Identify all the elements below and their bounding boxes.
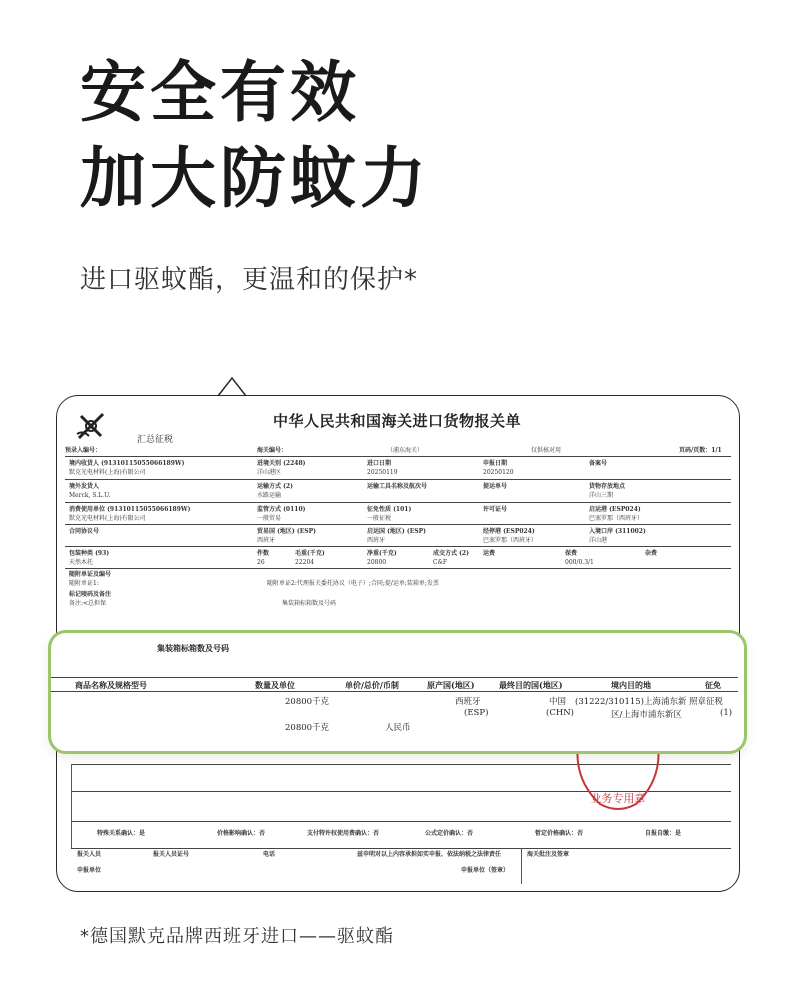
domestic-destination: (31222/310115)上海浦东新 <box>575 697 687 707</box>
marks-label: 标记唛码及备注 <box>69 591 112 598</box>
tax-value: 一般征税 <box>367 515 392 522</box>
tax-label: 征免性质 (101) <box>367 506 412 513</box>
table-rule <box>71 821 731 822</box>
domestic-destination-2: 区/上海市浦东新区 <box>611 710 682 720</box>
gross-weight-value: 22204 <box>295 559 315 566</box>
remark: 备注:<总担保 <box>69 600 107 607</box>
headline-line-1: 安全有效 <box>80 54 360 131</box>
declare-unit-sign: 申报单位（签章） <box>461 867 510 874</box>
table-rule <box>65 568 731 569</box>
contract-label: 合同协议号 <box>69 528 100 535</box>
self-pay: 自报自缴：是 <box>645 830 682 837</box>
transport-label: 运输方式 (2) <box>257 483 293 490</box>
table-rule <box>51 691 738 692</box>
col-domestic: 境内目的地 <box>611 680 651 690</box>
freight-label: 运费 <box>483 550 496 557</box>
user-label: 消费使用单位 (91310115055066189W) <box>69 506 191 513</box>
table-rule <box>71 791 731 792</box>
docs-1: 随附单证1: <box>69 580 99 587</box>
storage-label: 货物存放地点 <box>589 483 626 490</box>
table-rule <box>71 764 72 848</box>
user-value: 默克光电材料(上海)有限公司 <box>69 515 146 522</box>
table-rule <box>65 502 731 503</box>
quantity-2: 20800千克 <box>285 723 330 733</box>
via-port-value: 巴塞罗那（西班牙） <box>483 537 538 544</box>
deal-value: C&F <box>433 559 448 566</box>
docs-2: 随附单证2:代理报关委托协议（电子）;合同;提/运单;装箱单;发票 <box>267 580 439 587</box>
consignee-value: 默克光电材料(上海)有限公司 <box>69 469 146 476</box>
misc-fee-label: 杂费 <box>645 550 658 557</box>
entry-port-label: 入境口岸 (311002) <box>589 528 646 535</box>
pack-value: 天然木托 <box>69 559 94 566</box>
special-relation: 特殊关系确认：是 <box>97 830 146 837</box>
table-rule <box>65 524 731 525</box>
declare-date-label: 申报日期 <box>483 460 508 467</box>
entry-customs-value: 洋山港区 <box>257 469 282 476</box>
col-exemption: 征免 <box>705 680 721 690</box>
phone-label: 电话 <box>263 851 276 858</box>
destination-country: 中国 <box>549 697 567 707</box>
col-quantity: 数量及单位 <box>255 680 295 690</box>
col-price: 单价/总价/币制 <box>345 680 399 690</box>
storage-value: 洋山三期 <box>589 492 614 499</box>
container-note: 集装箱标箱数及号码 <box>282 600 337 607</box>
col-destination: 最终目的国(地区) <box>499 680 563 690</box>
trade-country-value: 西班牙 <box>257 537 276 544</box>
entry-port-value: 洋山港 <box>589 537 608 544</box>
summary-tax-label: 汇总征税 <box>137 435 174 445</box>
departure-country-label: 启运国 (地区) (ESP) <box>367 528 426 535</box>
statement: 兹申明对以上内容承担如实申报、依法纳税之法律责任 <box>357 851 502 858</box>
table-rule <box>521 848 522 884</box>
supervision-label: 监管方式 (0110) <box>257 506 306 513</box>
departure-country-value: 西班牙 <box>367 537 386 544</box>
pieces-label: 件数 <box>257 550 270 557</box>
license-label: 许可证号 <box>483 506 508 513</box>
gross-weight-label: 毛重(千克) <box>295 550 325 557</box>
net-weight-label: 净重(千克) <box>367 550 397 557</box>
price-influence: 价格影响确认：否 <box>217 830 266 837</box>
table-rule <box>71 764 731 765</box>
supervision-value: 一般贸易 <box>257 515 282 522</box>
table-rule <box>71 848 731 849</box>
seal-text: 业务专用章 <box>590 792 646 805</box>
import-date-value: 20250119 <box>367 469 398 476</box>
shipper-value: Merck, S.L.U. <box>69 492 111 499</box>
customs-no: 海关编号： <box>257 447 288 454</box>
destination-code: (CHN) <box>546 708 574 718</box>
col-goods-name: 商品名称及规格型号 <box>75 680 147 690</box>
exemption-code: (1) <box>720 708 733 718</box>
record-label: 备案号 <box>589 460 608 467</box>
pack-label: 包装种类 (93) <box>69 550 110 557</box>
royalty-confirm: 支付特许权使用费确认：否 <box>307 830 380 837</box>
insurance-label: 保费 <box>565 550 578 557</box>
declarant-no-label: 报关人员证号 <box>153 851 190 858</box>
highlight-box <box>48 630 747 754</box>
pre-entry-no: 预录入编号： <box>65 447 102 454</box>
bl-label: 提运单号 <box>483 483 508 490</box>
net-weight-value: 20800 <box>367 559 387 566</box>
transport-value: 水路运输 <box>257 492 282 499</box>
quantity-1: 20800千克 <box>285 697 330 707</box>
docs-label: 随附单证及编号 <box>69 571 112 578</box>
footnote: *德国默克品牌西班牙进口——驱蚊酯 <box>80 926 394 947</box>
trade-country-label: 贸易国 (地区) (ESP) <box>257 528 316 535</box>
provisional-price: 暂定价格确认：否 <box>535 830 584 837</box>
entry-customs-label: 进境关别 (2248) <box>257 460 306 467</box>
via-port-label: 经停港 (ESP024) <box>483 528 535 535</box>
formula-price: 公式定价确认：否 <box>425 830 474 837</box>
origin-port-value: 巴塞罗那（西班牙） <box>589 515 644 522</box>
insurance-value: 000/0.3/1 <box>565 559 594 566</box>
page-count: 页码/页数：1/1 <box>679 447 722 454</box>
declarant-label: 报关人员 <box>77 851 102 858</box>
origin-code: (ESP) <box>464 708 489 718</box>
vessel-label: 运输工具名称及航次号 <box>367 483 428 490</box>
declare-unit: 申报单位 <box>77 867 102 874</box>
customs-stamp-label: 海关批注及签章 <box>527 851 570 858</box>
exemption-value: 照章征税 <box>689 697 724 707</box>
document-title: 中华人民共和国海关进口货物报关单 <box>273 412 522 430</box>
table-rule <box>51 677 738 678</box>
customs-port: （浦东海关） <box>387 447 424 454</box>
consignee-label: 境内收货人 (91310115055066189W) <box>69 460 185 467</box>
table-rule <box>65 546 731 547</box>
deal-label: 成交方式 (2) <box>433 550 469 557</box>
customs-emblem-icon <box>73 408 109 444</box>
import-date-label: 进口日期 <box>367 460 392 467</box>
origin-port-label: 启运港 (ESP024) <box>589 506 641 513</box>
table-rule <box>65 479 731 480</box>
declare-date-value: 20250120 <box>483 469 514 476</box>
col-origin: 原产国(地区) <box>427 680 475 690</box>
currency: 人民币 <box>385 723 411 733</box>
subtitle: 进口驱蚊酯，更温和的保护* <box>80 265 419 295</box>
usage-note: 仅供核对用 <box>531 447 562 454</box>
headline-line-2: 加大防蚊力 <box>80 140 430 217</box>
shipper-label: 境外发货人 <box>69 483 100 490</box>
origin-country: 西班牙 <box>455 697 481 707</box>
detail-container-note: 集装箱标箱数及号码 <box>157 643 229 653</box>
pieces-value: 26 <box>257 559 265 566</box>
table-rule <box>65 456 731 457</box>
